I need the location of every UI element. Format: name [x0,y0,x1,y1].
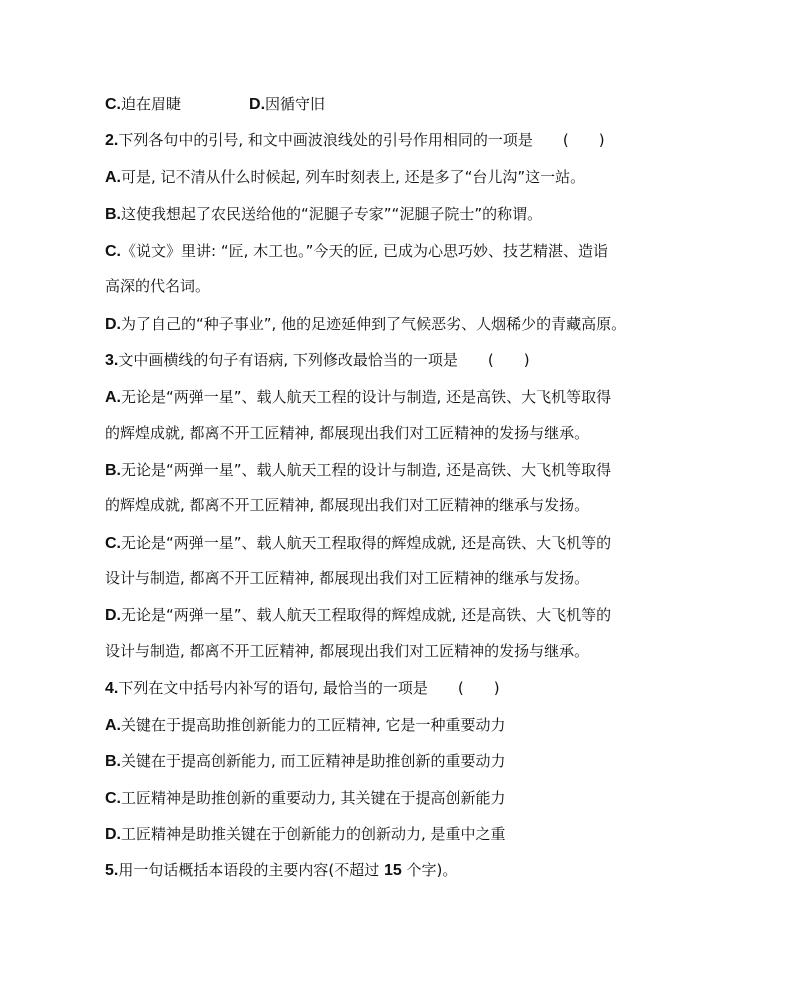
option-text: 设计与制造, 都离不开工匠精神, 都展现出我们对工匠精神的继承与发扬。 [105,569,590,587]
option-label: C. [105,96,121,113]
q1-options-cd [105,94,325,115]
answer-blank: ( ) [457,679,500,697]
option-label: D. [249,96,266,113]
answer-blank: ( ) [487,351,530,369]
option-label: B. [105,462,121,479]
question-number: 5. [105,862,119,879]
q4-option-d [105,824,506,845]
option-label: D. [105,316,121,333]
option-text: 迫在眉睫 [121,95,182,113]
q3-option-b [105,460,611,481]
answer-blank: ( ) [562,131,605,149]
question-number: 3. [105,352,119,369]
option-text: 无论是“两弹一星”、载人航天工程的设计与制造, 还是高铁、大飞机等取得 [121,388,612,406]
q3-option-a [105,387,611,408]
q3-option-a-continued [105,423,589,443]
q2-option-b [105,204,542,225]
option-label: D. [105,607,121,624]
question-text: 文中画横线的句子有语病, 下列修改最恰当的一项是 [118,351,458,369]
option-label: B. [105,206,121,223]
option-text: 无论是“两弹一星”、载人航天工程取得的辉煌成就, 还是高铁、大飞机等的 [121,534,612,552]
character-limit: 15 [383,862,402,879]
option-text: 高深的代名词。 [105,277,211,295]
option-text: 设计与制造, 都离不开工匠精神, 都展现出我们对工匠精神的发扬与继承。 [105,642,590,660]
question-number: 4. [105,680,119,697]
q2-option-c-continued [105,276,210,296]
option-text: 无论是“两弹一星”、载人航天工程取得的辉煌成就, 还是高铁、大飞机等的 [121,606,612,624]
option-text: 因循守旧 [265,95,326,113]
question-5 [105,860,457,881]
question-text: 个字)。 [401,861,458,879]
option-text: 工匠精神是助推关键在于创新能力的创新动力, 是重中之重 [121,825,506,843]
question-text: 下列在文中括号内补写的语句, 最恰当的一项是 [118,679,428,697]
option-label: C. [105,243,121,260]
option-text: 的辉煌成就, 都离不开工匠精神, 都展现出我们对工匠精神的继承与发扬。 [105,496,590,514]
option-label: A. [105,169,121,186]
option-text: 工匠精神是助推创新的重要动力, 其关键在于提高创新能力 [121,789,506,807]
option-label: A. [105,717,121,734]
question-2 [105,130,605,151]
q2-option-a [105,167,585,188]
q3-option-d [105,605,611,626]
q4-option-b [105,751,506,772]
option-text: 关键在于提高助推创新能力的工匠精神, 它是一种重要动力 [121,716,506,734]
question-text: 用一句话概括本语段的主要内容(不超过 [118,861,384,879]
question-3 [105,350,530,371]
q2-option-d [105,314,626,335]
option-label: A. [105,389,121,406]
option-label: B. [105,753,121,770]
q3-option-c [105,533,611,554]
q4-option-c [105,788,506,809]
q3-option-b-continued [105,495,589,515]
q3-option-d-continued [105,641,589,661]
option-text: 无论是“两弹一星”、载人航天工程的设计与制造, 还是高铁、大飞机等取得 [121,461,612,479]
option-label: C. [105,790,121,807]
option-text: 可是, 记不清从什么时候起, 列车时刻表上, 还是多了“台儿沟”这一站。 [121,168,586,186]
option-text: 为了自己的“种子事业”, 他的足迹延伸到了气候恶劣、人烟稀少的青藏高原。 [121,315,627,333]
q3-option-c-continued [105,568,589,588]
option-label: D. [105,826,121,843]
q2-option-c [105,241,608,262]
question-4 [105,678,500,699]
question-number: 2. [105,132,119,149]
option-label: C. [105,535,121,552]
q4-option-a [105,715,506,736]
question-text: 下列各句中的引号, 和文中画波浪线处的引号作用相同的一项是 [118,131,533,149]
option-text: 这使我想起了农民送给他的“泥腿子专家”“泥腿子院士”的称谓。 [121,205,543,223]
option-text: 的辉煌成就, 都离不开工匠精神, 都展现出我们对工匠精神的发扬与继承。 [105,424,590,442]
option-text: 《说文》里讲: “匠, 木工也。”今天的匠, 已成为心思巧妙、技艺精湛、造诣 [121,242,608,260]
option-text: 关键在于提高创新能力, 而工匠精神是助推创新的重要动力 [121,752,506,770]
